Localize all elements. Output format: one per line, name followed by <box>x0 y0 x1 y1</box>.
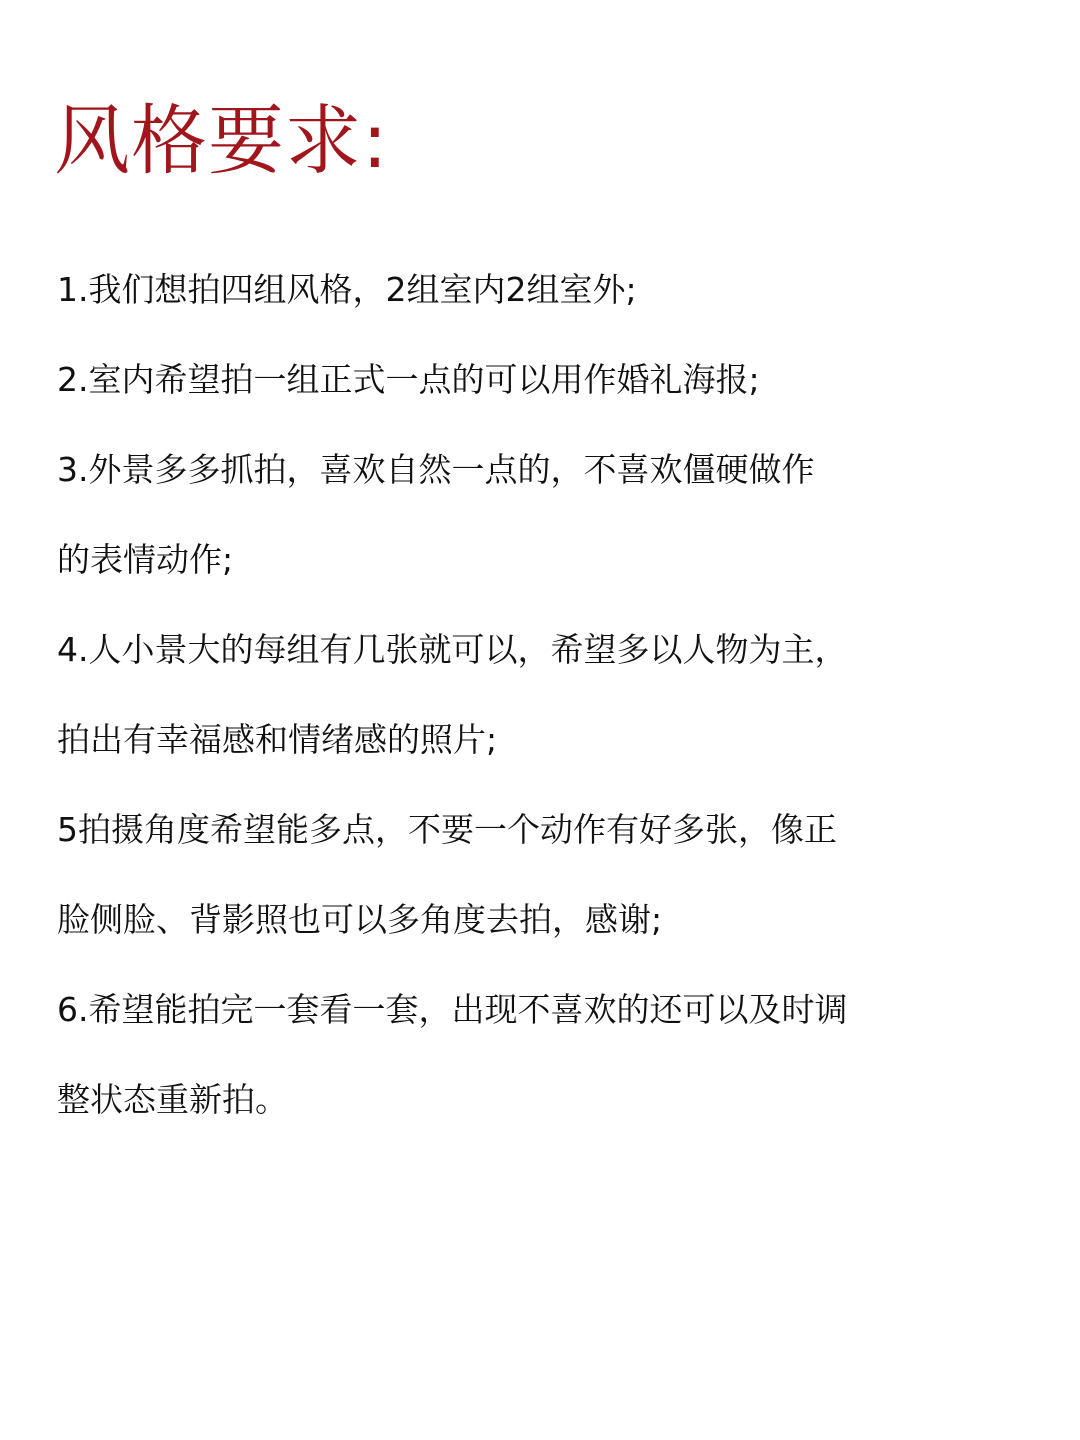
requirement-line-3-continued: 的表情动作; <box>57 540 234 579</box>
page-title: 风格要求: <box>54 96 389 185</box>
requirement-line-2: 2.室内希望拍一组正式一点的可以用作婚礼海报; <box>57 360 760 399</box>
requirement-line-4: 4.人小景大的每组有几张就可以，希望多以人物为主， <box>57 630 848 669</box>
requirement-line-6: 6.希望能拍完一套看一套，出现不喜欢的还可以及时调 <box>57 990 848 1029</box>
requirement-line-1: 1.我们想拍四组风格，2组室内2组室外; <box>57 270 637 309</box>
requirement-line-6-continued: 整状态重新拍。 <box>57 1080 288 1119</box>
requirement-line-3: 3.外景多多抓拍，喜欢自然一点的，不喜欢僵硬做作 <box>57 450 815 489</box>
requirement-line-5: 5拍摄角度希望能多点，不要一个动作有好多张，像正 <box>57 810 837 849</box>
requirement-line-4-continued: 拍出有幸福感和情绪感的照片; <box>57 720 498 759</box>
requirement-line-5-continued: 脸侧脸、背影照也可以多角度去拍，感谢; <box>57 900 663 939</box>
